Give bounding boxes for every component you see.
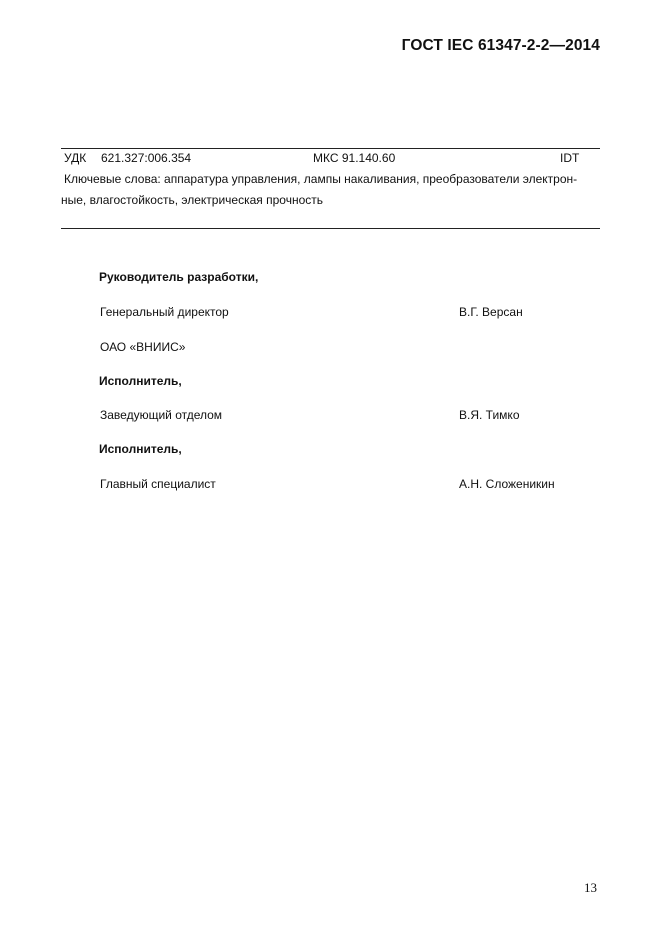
keywords-line-2: ные, влагостойкость, электрическая прочность — [61, 193, 323, 207]
keywords-line-1: Ключевые слова: аппаратура управления, лампы накаливания, преобразователи электрон- — [64, 172, 578, 186]
performer-2-role: Исполнитель, — [99, 442, 182, 456]
mks-code: МКС 91.140.60 — [313, 151, 396, 165]
head-title: Генеральный директор — [100, 305, 229, 319]
udk-label: УДК — [64, 151, 87, 165]
top-divider — [61, 148, 600, 149]
idt-mark: IDT — [560, 151, 580, 165]
performer-2-name: А.Н. Сложеникин — [459, 477, 555, 491]
performer-1-name: В.Я. Тимко — [459, 408, 520, 422]
head-role: Руководитель разработки, — [99, 270, 259, 284]
bottom-divider — [61, 228, 600, 229]
udk-code: 621.327:006.354 — [101, 151, 192, 165]
performer-1-role: Исполнитель, — [99, 374, 182, 388]
page-number: 13 — [584, 880, 597, 895]
head-name: В.Г. Версан — [459, 305, 523, 319]
organization: ОАО «ВНИИС» — [100, 340, 186, 354]
performer-1-title: Заведующий отделом — [100, 408, 223, 422]
performer-2-title: Главный специалист — [100, 477, 216, 491]
standard-designation: ГОСТ IEC 61347-2-2—2014 — [401, 37, 600, 54]
